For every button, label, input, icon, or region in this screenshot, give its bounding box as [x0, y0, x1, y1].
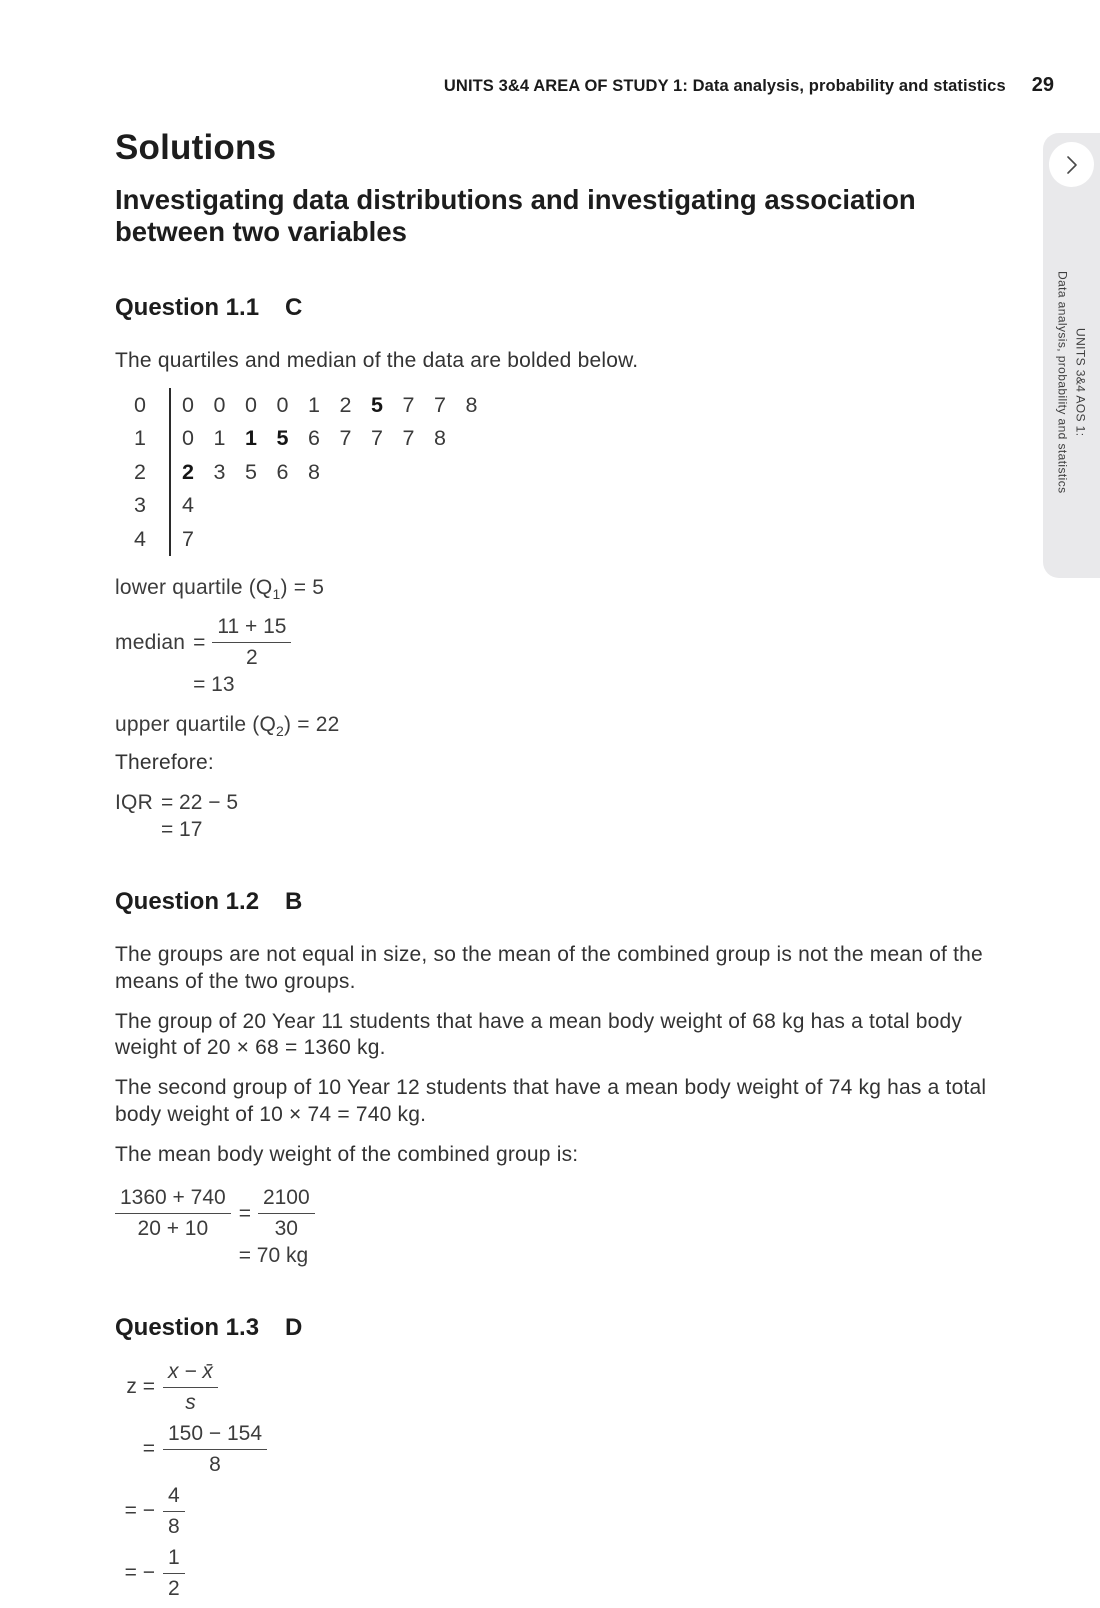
question-1-1-intro: The quartiles and median of the data are bolded below. — [115, 349, 639, 373]
leaf: 3 — [213, 459, 226, 484]
leaf-values — [169, 489, 214, 523]
fraction-numerator: 4 — [163, 1484, 185, 1512]
page-title: Solutions — [115, 128, 277, 167]
leaf: 0 — [213, 392, 226, 417]
stem-leaf-row — [125, 523, 1007, 557]
question-1-2-p2: The group of 20 Year 11 students that have a mean body weight of 68 kg has a total body weight of 20 × 68 = 1360 kg. — [115, 1009, 963, 1060]
fraction-numerator: 2100 — [258, 1186, 315, 1214]
equation-lhs: = − — [124, 1561, 155, 1585]
stem-value: 3 — [134, 493, 146, 518]
leaf: 8 — [434, 426, 446, 451]
z-score-line-2 — [115, 1422, 1007, 1477]
answer-letter: C — [285, 294, 303, 322]
equation-lhs: = — [142, 1437, 155, 1461]
leaf: 1 — [213, 426, 226, 451]
stem-leaf-plot — [125, 388, 1007, 556]
side-tab-line2: Data analysis, probability and statistics — [1055, 271, 1070, 494]
leaf-values — [169, 422, 466, 456]
question-1-2-heading — [115, 888, 1007, 916]
z-score-line-1 — [115, 1360, 1007, 1415]
leaf: 2 — [182, 459, 194, 484]
lower-quartile-pre: lower quartile (Q — [115, 576, 273, 600]
z-score-fraction — [163, 1360, 218, 1415]
leaf-values — [169, 388, 497, 422]
z-score-fraction — [163, 1422, 267, 1477]
therefore-line: Therefore: — [115, 750, 214, 774]
fraction-denominator: 30 — [274, 1217, 298, 1241]
question-label: Question 1.2 — [115, 887, 260, 915]
leaf: 0 — [245, 392, 257, 417]
page-subtitle: Investigating data distributions and investigating association between two variables — [115, 184, 916, 248]
next-page-button[interactable] — [1049, 142, 1094, 187]
combined-mean-result: = 70 kg — [238, 1244, 309, 1268]
iqr-line2: = 17 — [160, 818, 203, 842]
leaf: 7 — [402, 392, 415, 417]
fraction-numerator: x − x̄ — [163, 1360, 218, 1388]
stem-value: 0 — [134, 392, 146, 417]
leaf: 5 — [371, 392, 383, 417]
upper-quartile-line — [115, 711, 1007, 740]
leaf: 6 — [308, 426, 320, 451]
median-equation — [115, 614, 1007, 699]
side-tab-line1: UNITS 3&4 AOS 1: — [1073, 328, 1088, 437]
lower-quartile-post: ) = 5 — [280, 576, 325, 600]
question-1-2-p3: The second group of 10 Year 12 students that have a mean body weight of 74 kg has a total body weight of 10 × 74 = 740 kg. — [115, 1076, 987, 1127]
question-1-2-section — [115, 888, 1007, 1270]
stem-value: 2 — [134, 459, 146, 484]
side-tab[interactable] — [1043, 133, 1100, 578]
median-fraction — [212, 615, 291, 670]
leaf: 4 — [182, 493, 194, 518]
fraction-numerator: 11 + 15 — [212, 615, 291, 643]
z-score-line-4 — [115, 1546, 1007, 1601]
leaf: 0 — [182, 392, 194, 417]
stem-leaf-row — [125, 422, 1007, 456]
question-1-2-p1: The groups are not equal in size, so the mean of the combined group is not the mean of the means of the two groups. — [115, 942, 983, 993]
combined-mean-equation — [115, 1185, 1007, 1270]
upper-quartile-sub: 2 — [275, 722, 284, 739]
leaf: 0 — [276, 392, 289, 417]
z-score-line-3 — [115, 1484, 1007, 1539]
question-label: Question 1.1 — [115, 294, 260, 322]
z-score-fraction — [163, 1484, 185, 1539]
leaf: 7 — [339, 426, 352, 451]
leaf-values — [169, 455, 340, 489]
page-header — [0, 74, 1054, 97]
equation-lhs: = − — [124, 1499, 155, 1523]
leaf: 7 — [182, 526, 194, 551]
question-1-3-heading — [115, 1314, 1007, 1342]
iqr-line1: = 22 − 5 — [160, 791, 239, 815]
equation-lhs: z = — [126, 1375, 155, 1399]
leaf: 8 — [465, 392, 478, 417]
chevron-right-icon — [1062, 153, 1082, 177]
equals-sign: = — [193, 630, 206, 654]
question-1-2-p4: The mean body weight of the combined group is: — [115, 1143, 579, 1167]
side-tab-label — [1043, 187, 1100, 578]
stem-value: 1 — [134, 426, 146, 451]
page-number: 29 — [1031, 74, 1054, 96]
equals-sign: = — [238, 1201, 251, 1225]
question-1-1-section — [115, 294, 1007, 843]
fraction-numerator: 1 — [163, 1546, 185, 1574]
lower-quartile-line — [115, 574, 1007, 603]
answer-letter: D — [285, 1313, 303, 1341]
leaf: 5 — [245, 459, 257, 484]
question-label: Question 1.3 — [115, 1313, 260, 1341]
question-1-3-section — [115, 1314, 1007, 1601]
leaf: 7 — [434, 392, 446, 417]
median-result: = 13 — [193, 673, 235, 697]
leaf: 0 — [182, 426, 194, 451]
main-content — [115, 128, 1007, 1608]
fraction-denominator: s — [185, 1390, 196, 1414]
upper-quartile-pre: upper quartile (Q — [115, 712, 276, 736]
leaf: 2 — [339, 392, 352, 417]
leaf: 5 — [276, 426, 289, 451]
stem-leaf-row — [125, 455, 1007, 489]
fraction-numerator: 1360 + 740 — [115, 1186, 231, 1214]
fraction-denominator: 8 — [209, 1452, 221, 1476]
stem-leaf-row — [125, 489, 1007, 523]
leaf: 7 — [402, 426, 415, 451]
leaf: 7 — [371, 426, 383, 451]
answer-letter: B — [285, 887, 303, 915]
leaf: 1 — [308, 392, 320, 417]
leaf-values — [169, 523, 214, 557]
combined-mean-fraction-2 — [258, 1186, 315, 1241]
upper-quartile-post: ) = 22 — [283, 712, 340, 736]
header-title: UNITS 3&4 AREA OF STUDY 1: Data analysis, probability and statistics — [443, 77, 1006, 95]
lower-quartile-sub: 1 — [272, 586, 281, 603]
iqr-equation — [115, 790, 1007, 844]
leaf: 1 — [245, 426, 257, 451]
stem-leaf-row — [125, 388, 1007, 422]
stem-value: 4 — [134, 526, 146, 551]
fraction-denominator: 2 — [168, 1576, 180, 1600]
leaf: 8 — [308, 459, 320, 484]
fraction-denominator: 8 — [168, 1514, 180, 1538]
median-lhs: median — [115, 630, 186, 654]
iqr-lhs: IQR — [115, 791, 153, 815]
fraction-numerator: 150 − 154 — [163, 1422, 267, 1450]
z-score-fraction — [163, 1546, 185, 1601]
fraction-denominator: 2 — [246, 646, 258, 670]
leaf: 6 — [276, 459, 289, 484]
combined-mean-fraction-1 — [115, 1185, 231, 1243]
fraction-denominator: 20 + 10 — [137, 1217, 209, 1241]
question-1-1-heading — [115, 294, 1007, 322]
side-tab-text — [1054, 271, 1090, 494]
